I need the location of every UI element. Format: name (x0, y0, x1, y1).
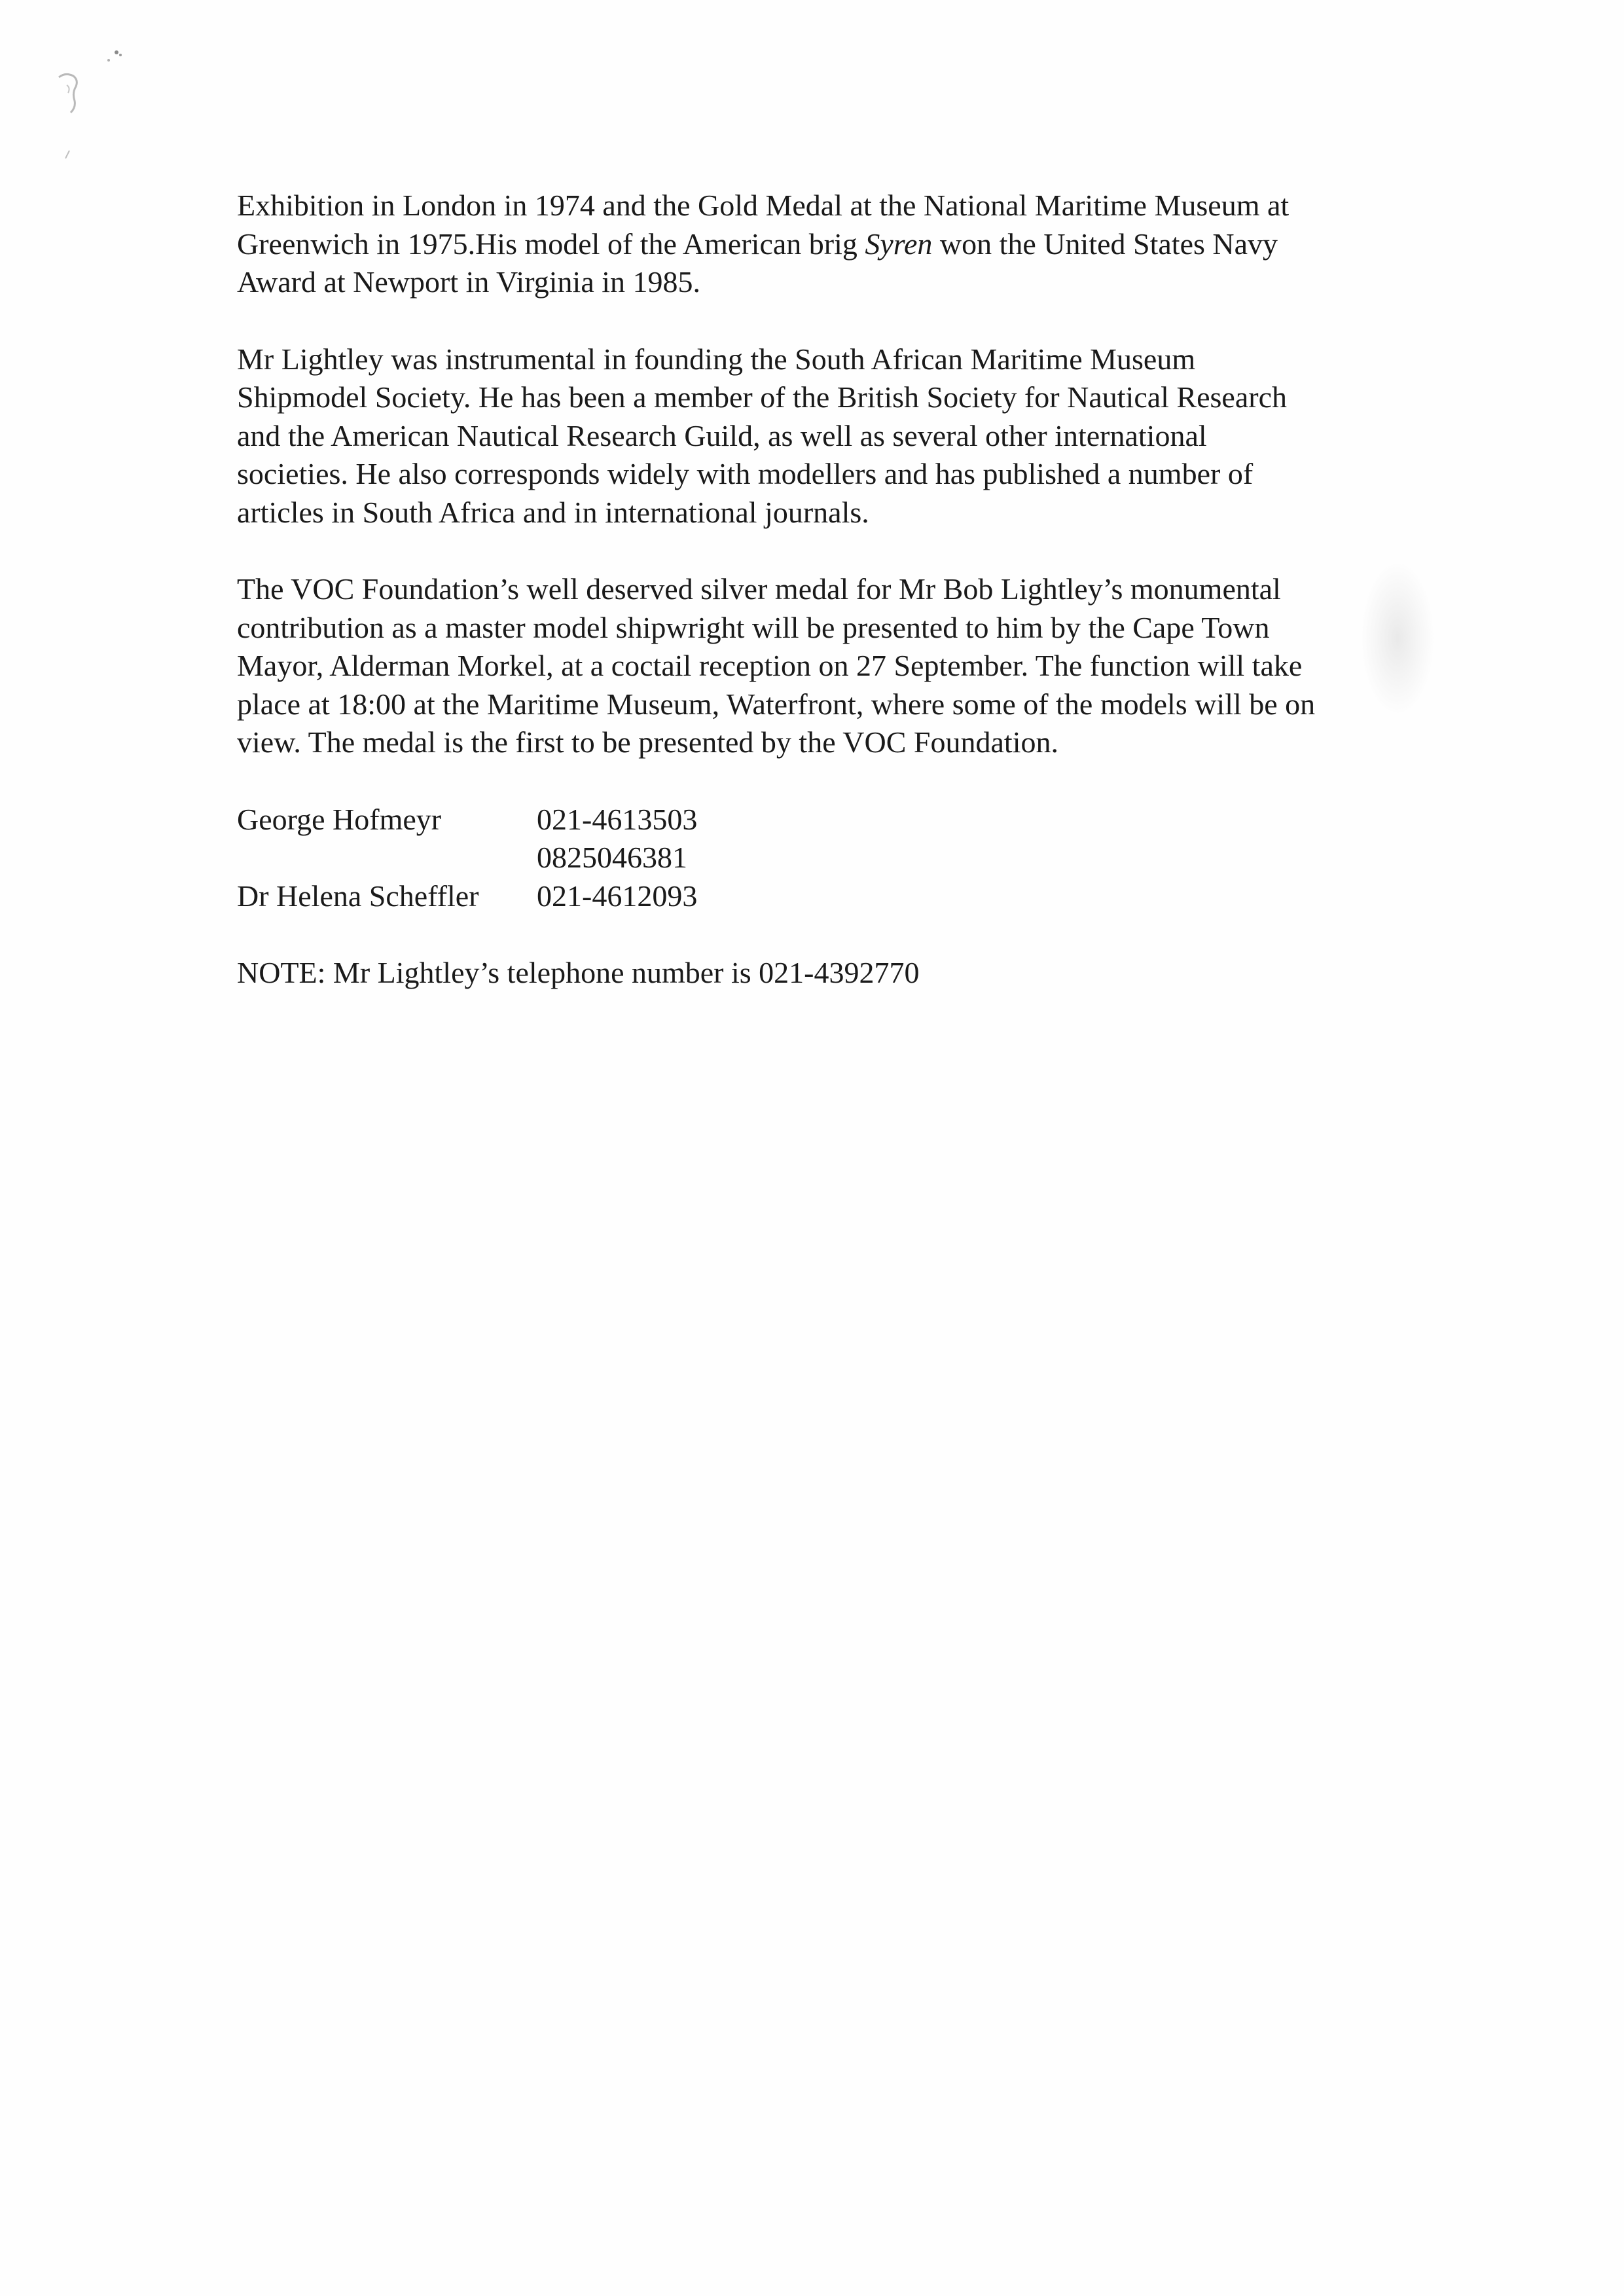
contact-name: Dr Helena Scheffler (237, 879, 479, 913)
note-line: NOTE: Mr Lightley’s telephone number is 021-4392770 (237, 956, 920, 989)
paragraph-society (237, 340, 1435, 532)
text-line: and the American Nautical Research Guild, as well as several other international (237, 418, 1207, 452)
text-line: Mr Lightley was instrumental in founding the South African Maritime Museum (237, 342, 1196, 376)
contact-phone: 0825046381 (537, 841, 687, 874)
text-segment: won the United States Navy (932, 227, 1278, 261)
contact-row (237, 801, 1435, 839)
text-line: contribution as a master model shipwright will be presented to him by the Cape Town (237, 610, 1270, 644)
text-line-with-italic (237, 225, 1435, 264)
text-line: Mayor, Alderman Morkel, at a coctail reception on 27 September. The function will take (237, 649, 1303, 682)
contact-phone: 021-4613503 (537, 802, 698, 836)
contact-row (237, 877, 1435, 916)
text-line: view. The medal is the first to be presented by the VOC Foundation. (237, 725, 1058, 759)
contact-phone: 021-4612093 (537, 879, 698, 913)
text-line: Award at Newport in Virginia in 1985. (237, 265, 701, 299)
contact-row (237, 839, 1435, 877)
text-line: societies. He also corresponds widely with modellers and has published a number of (237, 457, 1254, 490)
text-line: Shipmodel Society. He has been a member of the British Society for Nautical Research (237, 380, 1288, 414)
text-segment: Greenwich in 1975.His model of the American brig (237, 227, 865, 261)
scan-speck-mark (46, 39, 144, 170)
paragraph-medal (237, 570, 1435, 762)
text-line: The VOC Foundation’s well deserved silver medal for Mr Bob Lightley’s monumental (237, 572, 1281, 606)
contact-name (237, 839, 537, 877)
text-line: Exhibition in London in 1974 and the Gold Medal at the National Maritime Museum at (237, 189, 1290, 222)
contact-list (237, 801, 1435, 916)
text-line: place at 18:00 at the Maritime Museum, Waterfront, where some of the models will be on (237, 687, 1316, 721)
paragraph-exhibition (237, 187, 1435, 302)
document-body (237, 187, 1435, 993)
ship-name-italic: Syren (865, 227, 933, 261)
text-line: articles in South Africa and in international journals. (237, 495, 869, 529)
contact-name: George Hofmeyr (237, 802, 442, 836)
